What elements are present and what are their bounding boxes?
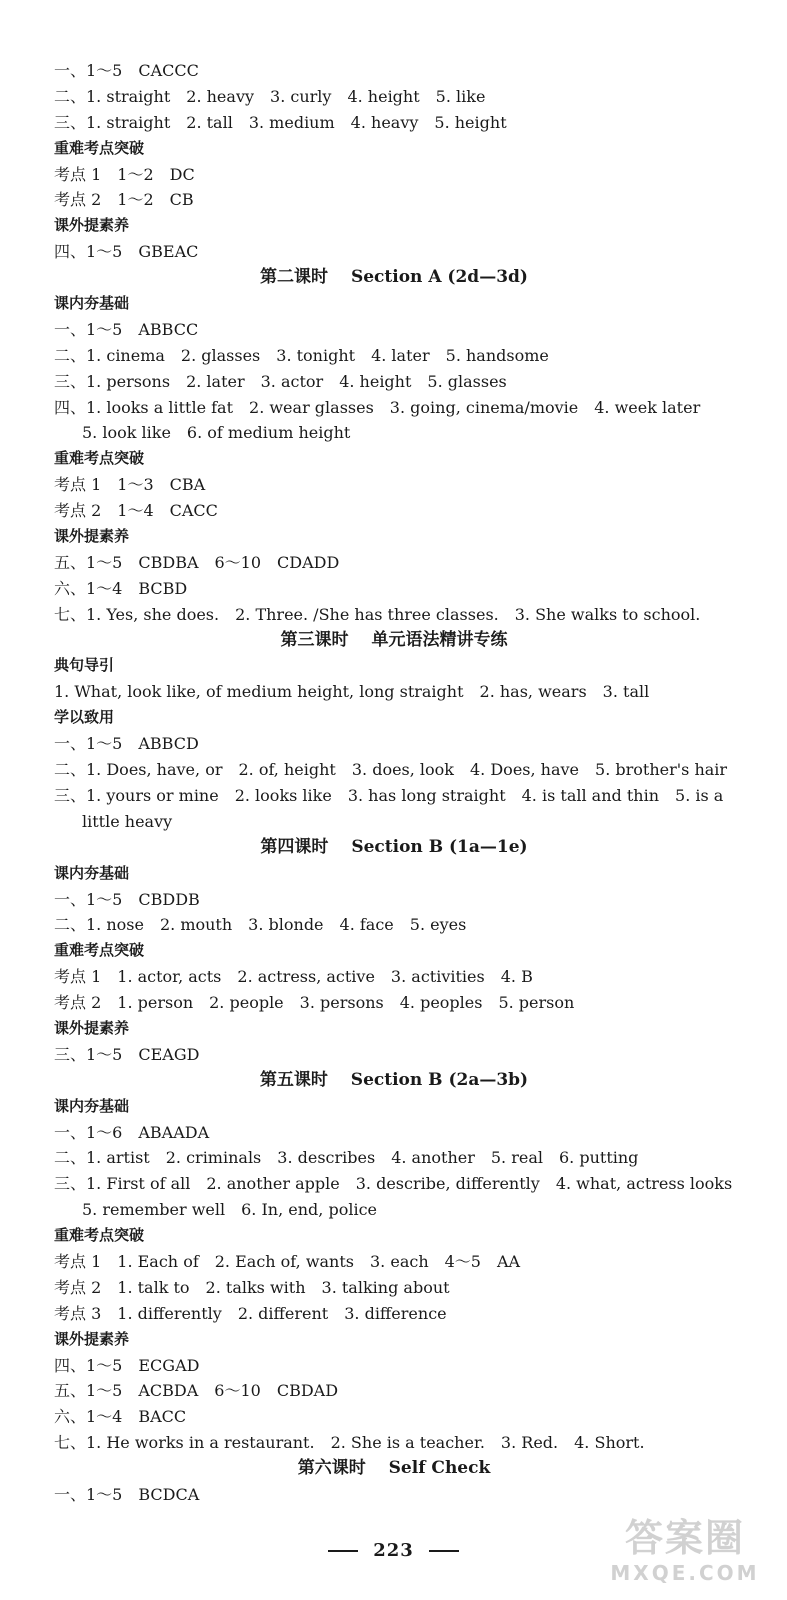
answer-line: 三、1. yours or mine 2. looks like 3. has long straight 4. is tall and thin 5. is a <box>54 785 724 805</box>
lesson-title: 第五课时 Section B (2a—3b) <box>259 1069 529 1090</box>
answer-line: 三、1. persons 2. later 3. actor 4. height 5. glasses <box>54 371 507 391</box>
section-heading: 重难考点突破 <box>54 138 145 157</box>
section-heading: 典句导引 <box>54 656 115 675</box>
section-heading: 课内夯基础 <box>54 1096 130 1115</box>
answer-line: 六、1～4 BACC <box>54 1407 187 1427</box>
answer-line: 三、1～5 CEAGD <box>54 1044 200 1064</box>
footer-dash-right <box>429 1550 459 1552</box>
answer-line: 一、1～5 CBDDB <box>54 889 200 909</box>
lesson-title: 第三课时 单元语法精讲专练 <box>280 629 508 650</box>
answer-line: 二、1. artist 2. criminals 3. describes 4. another 5. real 6. putting <box>54 1148 639 1168</box>
answer-line: 考点 2 1～4 CACC <box>54 501 218 521</box>
section-heading: 重难考点突破 <box>54 1226 145 1245</box>
answer-line: 三、1. First of all 2. another apple 3. describe, differently 4. what, actress looks <box>54 1174 733 1194</box>
lesson-title: 第二课时 Section A (2d—3d) <box>260 267 528 288</box>
section-heading: 课外提素养 <box>54 1329 130 1348</box>
section-heading: 课内夯基础 <box>54 294 130 313</box>
answer-line: 考点 1 1～3 CBA <box>54 475 206 495</box>
footer-dash-left <box>328 1550 358 1552</box>
answer-line: 七、1. Yes, she does. 2. Three. /She has three classes. 3. She walks to school. <box>54 604 701 624</box>
answer-line: 四、1～5 ECGAD <box>54 1355 200 1375</box>
answer-line: 一、1～6 ABAADA <box>54 1122 210 1142</box>
answer-line: 三、1. straight 2. tall 3. medium 4. heavy 5. height <box>54 112 507 132</box>
answer-line: 考点 2 1. person 2. people 3. persons 4. peoples 5. person <box>54 993 575 1013</box>
answer-line: 五、1～5 ACBDA 6～10 CBDAD <box>54 1381 339 1401</box>
answer-line: 考点 1 1～2 DC <box>54 164 195 184</box>
answer-line: 一、1～5 ABBCC <box>54 319 199 339</box>
watermark-logo <box>595 1515 775 1595</box>
section-heading: 重难考点突破 <box>54 941 145 960</box>
answer-line: 考点 1 1. actor, acts 2. actress, active 3. activities 4. B <box>54 967 533 987</box>
answer-line: 四、1～5 GBEAC <box>54 242 199 262</box>
section-heading: 课外提素养 <box>54 527 130 546</box>
answer-line: 二、1. nose 2. mouth 3. blonde 4. face 5. eyes <box>54 915 467 935</box>
answer-line: 二、1. Does, have, or 2. of, height 3. does, look 4. Does, have 5. brother's hair <box>54 760 728 780</box>
watermark-top-text: 答案圈 <box>624 1516 745 1560</box>
answer-page <box>54 58 734 1508</box>
section-heading: 学以致用 <box>54 708 115 727</box>
answer-line: 六、1～4 BCBD <box>54 578 188 598</box>
answer-line: 考点 2 1～2 CB <box>54 190 194 210</box>
answer-line: 考点 2 1. talk to 2. talks with 3. talking about <box>54 1277 450 1297</box>
lesson-title: 第四课时 Section B (1a—1e) <box>260 836 528 857</box>
answer-line: 考点 3 1. differently 2. different 3. difference <box>54 1303 447 1323</box>
answer-line: 七、1. He works in a restaurant. 2. She is a teacher. 3. Red. 4. Short. <box>54 1433 645 1453</box>
answer-line: 二、1. cinema 2. glasses 3. tonight 4. later 5. handsome <box>54 345 549 365</box>
answer-line: 一、1～5 CACCC <box>54 61 199 80</box>
answer-line: 一、1～5 BCDCA <box>54 1484 200 1504</box>
section-heading: 课外提素养 <box>54 1018 130 1037</box>
answer-line: 四、1. looks a little fat 2. wear glasses 3. going, cinema/movie 4. week later <box>54 397 701 417</box>
answer-line-continued: little heavy <box>82 811 173 831</box>
section-heading: 课内夯基础 <box>54 863 130 882</box>
answer-line-continued: 5. remember well 6. In, end, police <box>82 1200 378 1220</box>
lesson-title: 第六课时 Self Check <box>297 1458 491 1479</box>
answer-line: 二、1. straight 2. heavy 3. curly 4. height 5. like <box>54 86 486 106</box>
answer-line: 一、1～5 ABBCD <box>54 734 199 754</box>
answer-line: 1. What, look like, of medium height, long straight 2. has, wears 3. tall <box>54 682 650 702</box>
answer-line: 五、1～5 CBDBA 6～10 CDADD <box>54 552 340 572</box>
page-number: 223 <box>373 1540 414 1561</box>
section-heading: 课外提素养 <box>54 216 130 235</box>
section-heading: 重难考点突破 <box>54 449 145 468</box>
answer-line-continued: 5. look like 6. of medium height <box>82 423 351 443</box>
answer-line: 考点 1 1. Each of 2. Each of, wants 3. each 4～5 AA <box>54 1251 521 1271</box>
watermark-bottom-text: MXQE.COM <box>610 1561 760 1585</box>
